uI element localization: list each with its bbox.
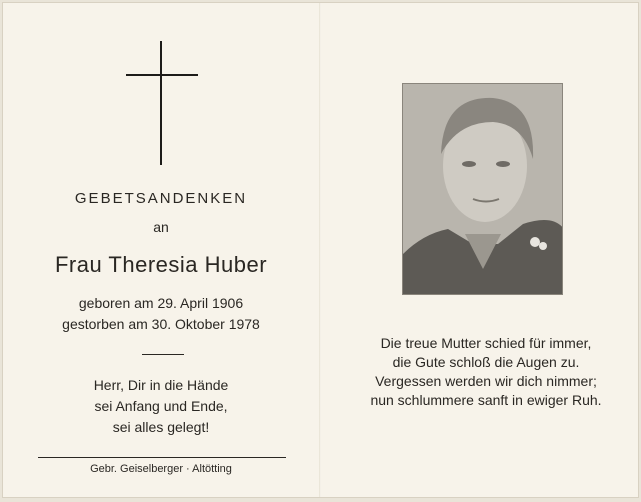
prayer-text xyxy=(3,375,319,438)
cross-vertical xyxy=(160,41,162,165)
cross-horizontal xyxy=(126,74,198,76)
verse-line: Vergessen werden wir dich nimmer; xyxy=(375,373,597,389)
birth-date: geboren am 29. April 1906 xyxy=(78,295,244,311)
printer-credit: Gebr. Geiselberger · Altötting xyxy=(90,463,232,475)
deceased-name: Frau Theresia Huber xyxy=(54,252,268,277)
cross-icon xyxy=(126,41,198,165)
divider-long xyxy=(38,457,286,458)
prayer-line: Herr, Dir in die Hände xyxy=(93,377,229,393)
prayer-line: sei alles gelegt! xyxy=(112,419,210,435)
prayer-line: sei Anfang und Ende, xyxy=(94,398,228,414)
portrait-photo xyxy=(402,83,563,295)
memorial-verse xyxy=(341,334,631,410)
card-an: an xyxy=(153,219,169,235)
right-panel xyxy=(321,3,638,497)
memorial-card xyxy=(2,2,639,498)
divider-short xyxy=(142,354,184,355)
verse-line: die Gute schloß die Augen zu. xyxy=(392,354,580,370)
verse-line: nun schlummere sanft in ewiger Ruh. xyxy=(370,392,602,408)
portrait-image xyxy=(403,84,563,295)
death-date: gestorben am 30. Oktober 1978 xyxy=(62,316,260,332)
card-heading: GEBETSANDENKEN xyxy=(74,190,248,207)
verse-line: Die treue Mutter schied für immer, xyxy=(380,335,592,351)
left-panel xyxy=(3,3,319,497)
